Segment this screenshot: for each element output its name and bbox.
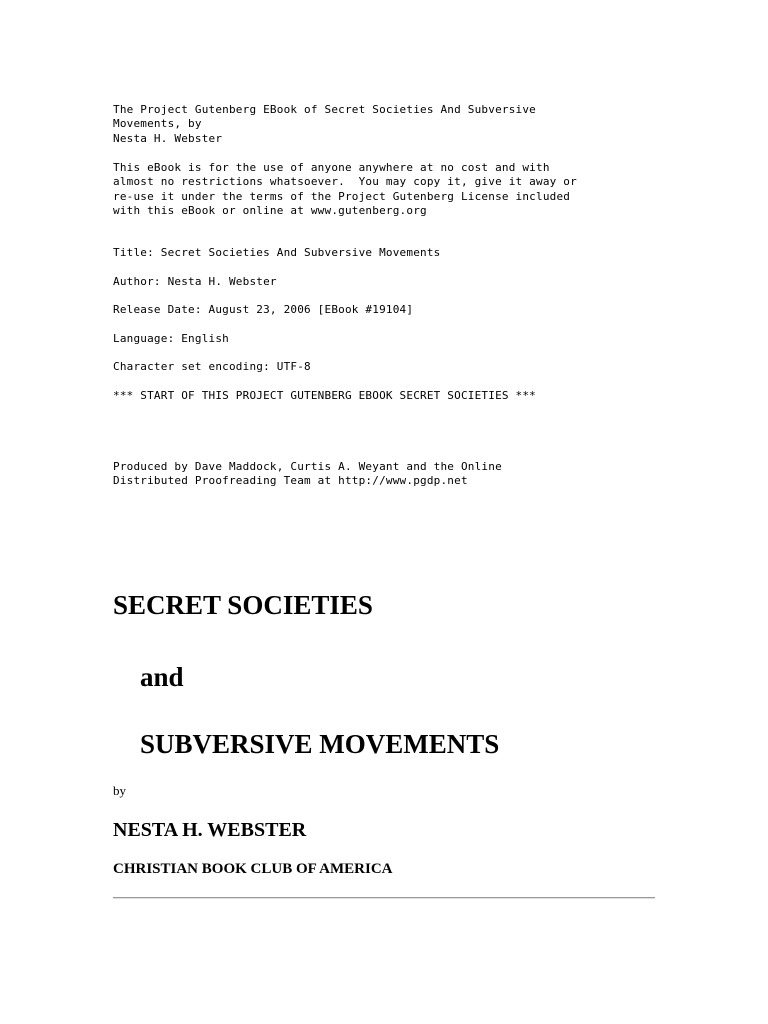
byline-by: by — [113, 783, 126, 798]
book-title-line-2: SUBVERSIVE MOVEMENTS — [140, 729, 500, 759]
book-title-line-1: SECRET SOCIETIES — [113, 590, 373, 620]
meta-author: Author: Nesta H. Webster — [113, 275, 277, 288]
meta-language: Language: English — [113, 332, 229, 345]
header-line-1: The Project Gutenberg EBook of Secret Societies And Subversive — [113, 103, 536, 116]
credits-block — [113, 460, 502, 489]
credits-line-1: Produced by Dave Maddock, Curtis A. Weyant and the Online — [113, 460, 502, 473]
header-line-2: Movements, by — [113, 117, 202, 131]
license-line-4: with this eBook or online at www.gutenberg.org — [113, 203, 427, 217]
header-line-3: Nesta H. Webster — [113, 131, 223, 145]
credits-line-2: Distributed Proofreading Team at http://www.pgdp.net — [113, 474, 468, 488]
license-line-1: This eBook is for the use of anyone anywhere at no cost and with — [113, 161, 550, 174]
meta-encoding: Character set encoding: UTF-8 — [113, 360, 311, 373]
book-publisher: CHRISTIAN BOOK CLUB OF AMERICA — [113, 861, 393, 877]
license-line-3: re-use it under the terms of the Project Gutenberg License included — [113, 189, 571, 203]
license-block — [113, 161, 577, 218]
book-title-and: and — [140, 662, 184, 692]
horizontal-rule — [113, 897, 655, 899]
license-line-2: almost no restrictions whatsoever. You may copy it, give it away or — [113, 175, 577, 189]
start-marker: *** START OF THIS PROJECT GUTENBERG EBOOK SECRET SOCIETIES *** — [113, 389, 536, 402]
meta-title: Title: Secret Societies And Subversive Movements — [113, 246, 441, 259]
book-author: NESTA H. WEBSTER — [113, 819, 307, 841]
header-block — [113, 103, 536, 146]
meta-release-date: Release Date: August 23, 2006 [EBook #19104] — [113, 303, 414, 316]
